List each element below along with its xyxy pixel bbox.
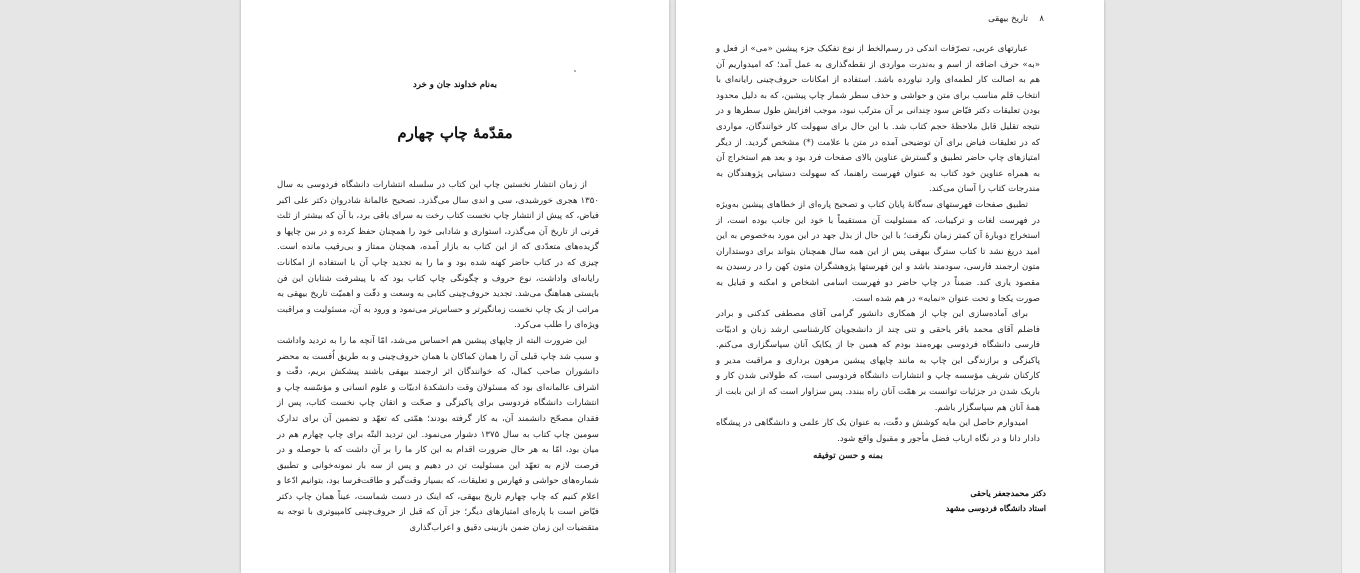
vertical-scrollbar[interactable] [1341, 0, 1360, 573]
left-body-text [277, 178, 599, 537]
paragraph: برای آماده‌سازی این چاپ از همکاری دانشور گرامی آقای مصطفی کدکنی و برادر فاضلم آقای محمد باقر یاحقی و تنی چند از دانشجویان کارشناسی ارشد زبان و ادبیّات فارسی دانشگاه فردوسی بهره‌مند بودم که همین جا از یکایک آنان سپاسگزاری می‌کنم. پاکیزگی و برازندگی این چاپ به مانند چاپهای پیشین مرهون برداری و مراقبت مدیر و کارکنان شریف مؤسسه چاپ و انتشارات دانشگاه فردوسی است، که طولانی شدن کار و باریک شدن در جزئیات توانست بر همّت آنان راه ببندد. پس سزاوار است که از این بابت از همهٔ آنان هم سپاسگزار باشم. [716, 309, 1040, 413]
page-left [241, 0, 669, 573]
signature-affiliation: استاد دانشگاه فردوسی مشهد [945, 503, 1046, 513]
running-title: تاریخ بیهقی [988, 14, 1028, 24]
closing-phrase: بمنه و حسن توفیقه [813, 451, 883, 462]
page-right [676, 0, 1104, 573]
paragraph: عبارتهای عربی، تصرّفات اندکی در رسم‌الخط از نوع تفکیک جزء پیشین «می» از فعل و «به» حرف اضافه از اسم و به‌ندرت مواردی از نقطه‌گذاری به عمل آمد؛ که امیدواریم آن هم به اصالت کار لطمه‌ای وارد نیاورده باشد. استفاده از امکانات حروف‌چینی رایانه‌ای با انتخاب قلم مناسب برای متن و حواشی و حذف سطر شمار چاپ پیشین، که به دلیل محدود بودن تعلیقات دکتر فیّاض سود چندانی بر آن مترتّب نبود، موجب افزایش طول سطرها و در نتیجه تقلیل قابل ملاحظهٔ حجم کتاب شد. با این حال برای سهولت کار خوانندگان، مواردی که در تعلیقات فیاض برای آن توضیحی آمده در متن با علامت (*) مشخص گردید. از دیگر امتیازهای چاپ حاضر تطبیق و گسترش عناوین بالای صفحات فرد بود و بعد هم استخراج آن به همراه عناوین خود کتاب به عنوان فهرست راهنما، که سهولت دستیابی پژوهندگان به مندرجات کتاب را آسان می‌کند. [716, 44, 1040, 195]
paragraph: این ضرورت البته از چاپهای پیشین هم احساس می‌شد، امّا آنچه ما را به تردید واداشت و سبب شد چاپ قبلی آن را همان کماکان با همان حروف‌چینی و به طریق اُفست به محضر دانشوران صاحب کمال، که خوانندگان اثر ارجمند بیهقی باشند پیشکش بریم، دقّت و اشراف عالمانه‌ای بود که مسئولان وقت دانشکدهٔ ادبیّات و علوم انسانی و مؤسّسه چاپ و انتشارات دانشگاه فردوسی برای پاکیزگی و صحّت و اتقان چاپ نخست کتاب، پس از فقدان مصحّح دانشمند آن، به کار گرفته بودند؛ همّتی که تعهّد و تضمین آن برای تدارک سومین چاپ کتاب به سال ۱۳۷۵ دشوار می‌نمود. این تردید البتّه برای چاپ چهارم هم در میان بود، امّا به هر حال ضرورت اقدام به این کار ما را بر آن داشت که با حوصله و در فرصت لازم به تعهّد این مسئولیت تن در دهیم و پس از سه بار نمونه‌خوانی و تطبیق شماره‌های حواشی و فهارس و تعلیقات، که بسیار وقت‌گیر و طاقت‌فرسا بود، بتوانیم ادّعا و اعلام کنیم که چاپ چهارم تاریخ بیهقی، که اینک در دست شماست، عیناً همان چاپ دکتر فیّاض است با پاره‌ای امتیازهای دیگر؛ جز آن که قبل از حروف‌چینی کامپیوتری با توجه به متقضیات این زمان ضمن بازبینی دقیق و اعراب‌گذاری [277, 335, 600, 534]
signature-name: دکتر محمدجعفر یاحقی [970, 488, 1046, 498]
basmala-heading: به‌نام خداوند جان و خرد [413, 80, 497, 90]
page-title: مقدّمهٔ چاپ چهارم [397, 124, 513, 142]
page-mark [574, 70, 576, 72]
page-number: ۸ [1039, 14, 1044, 24]
paragraph: تطبیق صفحات فهرستهای سه‌گانهٔ پایان کتاب و تصحیح پاره‌ای از خطاهای پیشین به‌ویژه در فهرست لغات و ترکیبات، که مسئولیت آن مستقیماً با خود این جانب بوده است، از استخراج دوبارهٔ آن کمتر زمان نگرفت؛ با این حال از بذل جهد در این مورد به‌خصوص به این امید دریغ نشد تا کتاب سترگ بیهقی پس از این همه سال همچنان بتواند برای دوستداران متون ارجمند فارسی، سودمند باشد و این فهرستها پژوهشگران متون کهن را در رسیدن به مقصود یاری کند. ضمناً در چاپ حاضر دو فهرست اسامی اشخاص و امکنه و قبایل به صورت یکجا و تحت عنوان «نمایه» در هم شده است. [716, 199, 1040, 304]
right-body-text [716, 42, 1040, 465]
paragraph: از زمان انتشار نخستین چاپ این کتاب در سلسله انتشارات دانشگاه فردوسی به سال ۱۳۵۰ هجری خورشیدی، سی و اندی سال می‌گذرد. تصحیح عالمانهٔ شادروان دکتر علی اکبر فیاض، که پیش از انتشار چاپ نخست کتاب رخت به سرای باقی برد، با آن که بیشتر از ثلث قرنی از تاریخ آن می‌گذرد، استواری و شادابی خود را همچنان حفظ کرده و در بین چاپها و گزیده‌های متعدّدی که از این کتاب به بازار آمده، همچنان ممتاز و بی‌رقیب مانده است. چیزی که در کتاب حاضر کهنه شده بود و ما را به تجدید چاپ آن با استفاده از امکانات رایانه‌ای واداشت، نوع حروف و چگونگی چاپ کتاب بود که با پیشرفت شتابان این فن بایستی هماهنگ می‌شد. تجدید حروف‌چینی کتابی به وسعت و دقّت و اهمیّت تاریخ بیهقی به مراتب از یک چاپ نخست زمانگیرتر و حساس‌تر می‌نمود و ورود به آن، مسئولیت و مراقبت ویژه‌ای را طلب می‌کرد. [277, 180, 599, 331]
signature-block [716, 486, 1046, 516]
paragraph: امیدوارم حاصل این مایه کوشش و دقّت، به عنوان یک کار علمی و دانشگاهی در پیشگاه دادار دانا و در نگاه ارباب فضل مأجور و مقبول واقع شود. [716, 418, 1040, 444]
